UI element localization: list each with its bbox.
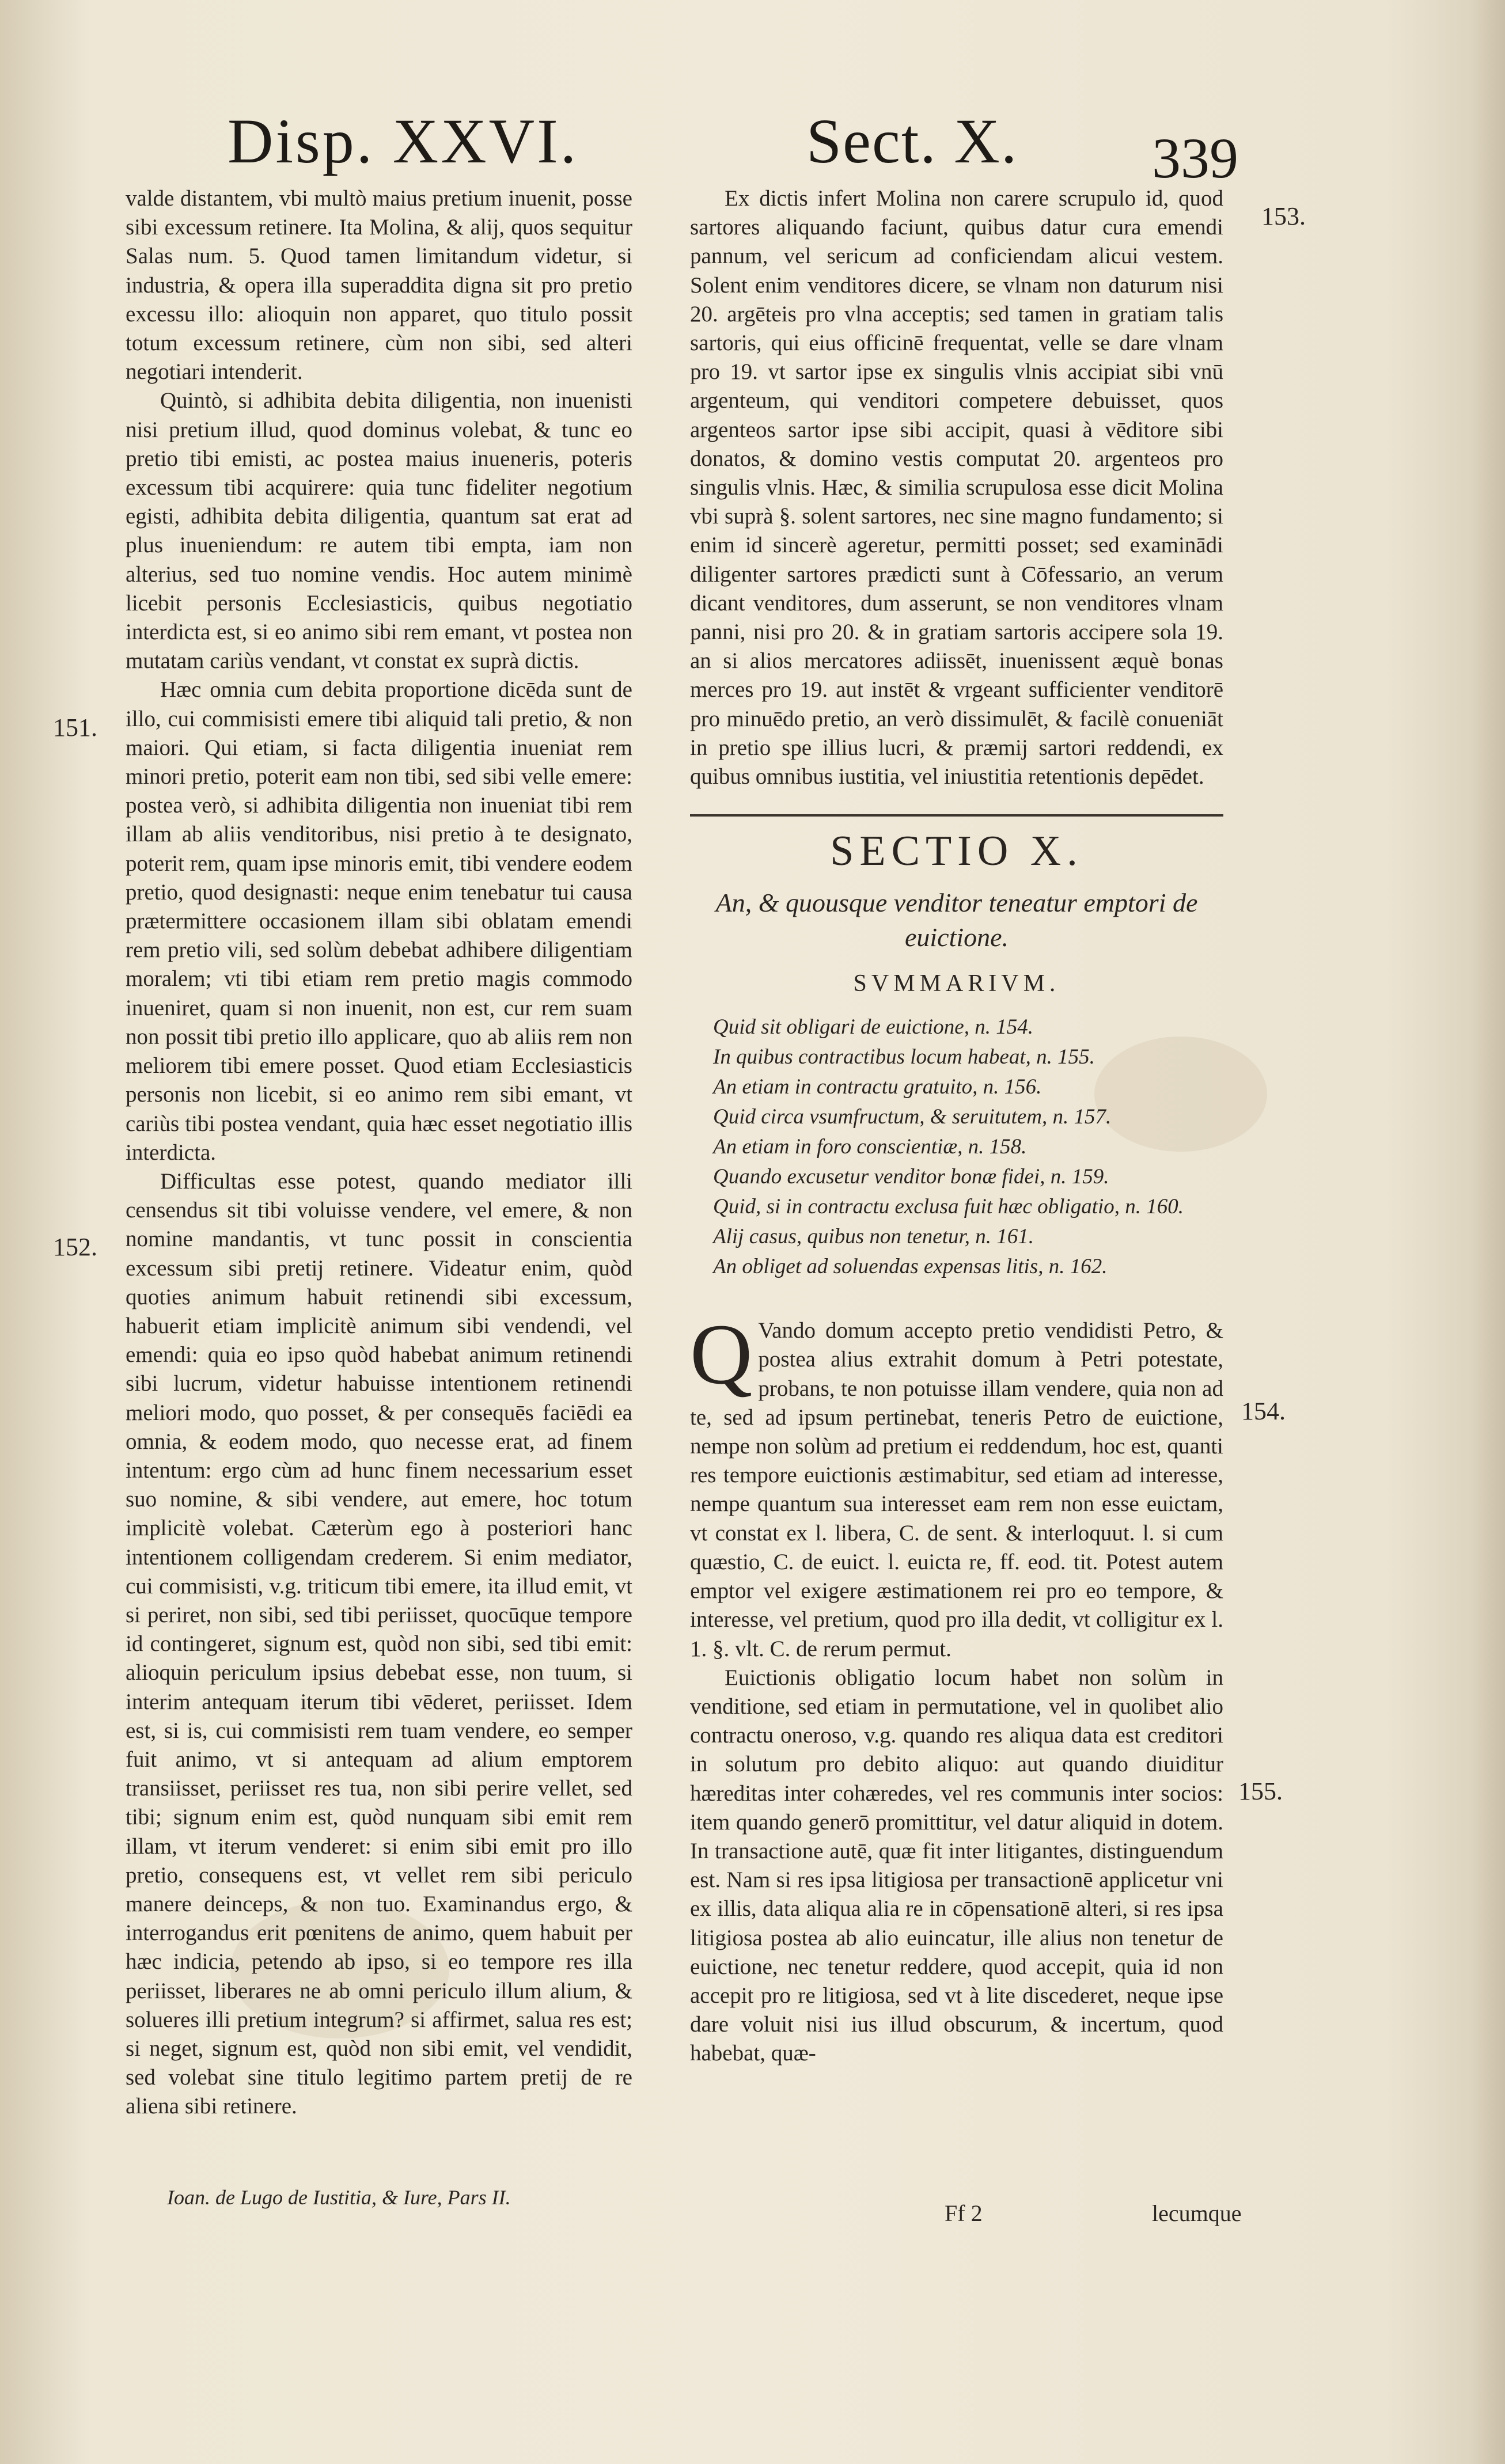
drop-cap: Q <box>690 1307 753 1403</box>
summarium-item: Alij casus, quibus non tenetur, n. 161. <box>713 1225 1034 1249</box>
summarium-item: An etiam in contractu gratuito, n. 156. <box>713 1075 1042 1099</box>
margin-number: 151. <box>53 713 97 742</box>
catchword: lecumque <box>1152 2200 1242 2226</box>
left-column <box>126 184 632 2121</box>
section-opening-paragraph <box>690 1307 1223 1663</box>
summarium-heading: SVMMARIVM. <box>853 970 1060 997</box>
section-subtitle: An, & quousque venditor teneatur emptori de euictione. <box>715 888 1198 952</box>
summarium-item: An obliget ad soluendas expensas litis, n. 162. <box>713 1255 1108 1279</box>
right-column <box>690 184 1223 2068</box>
summarium-item: Quid circa vsumfructum, & seruitutem, n. 157. <box>713 1105 1112 1129</box>
running-head-left: Disp. XXVI. <box>228 106 579 176</box>
paragraph-text: Vando domum accepto pretio vendidisti Petro, & postea alius extrahit domum à Petri potestate, probans, te non potuisse illam vendere, quia non ad te, sed ad ipsum pertinebat, teneris Petro de euictione, nempe non solùm ad pretium ei reddendum, hoc est, quanti res tempore euictionis æstimabitur, sed etiam ad interesse, nempe quantum sua interesset eam rem non esse euictam, vt constat ex l. libera, C. de sent. & interloquut. l. si cum quæstio, C. de euict. l. euicta re, ff. eod. tit. Potest autem emptor vel exigere æstimationem rei pro eo tempore, & interesse, vel pretium, quod pro illa dedit, vt colligitur ex l. 1. §. vlt. C. de rerum permut. <box>690 1318 1223 1661</box>
section-title: SECTIO X. <box>830 827 1083 875</box>
paragraph: Hæc omnia cum debita proportione dicēda sunt de illo, cui commisisti emere tibi aliquid tali pretio, & non maiori. Qui etiam, si facta diligentia inueniat rem minori pretio, poterit eam non tibi, sed sibi velle emere: postea verò, si adhibita diligentia non inueniat tibi rem illam ab aliis venditoribus, nisi pretio à te designato, poterit rem, quam ipse minoris emit, tibi vendere eodem pretio, quod designasti: neque enim tenebatur tui causa prætermittere occasionem illam sibi oblatam emendi rem pretio vili, sed solùm debebat adhibere diligentiam moralem; vti tibi etiam rem pretio magis commodo inueniret, quam si non inuenit, non est, cur rem suam non possit tibi pretio illo applicare, quo ab aliis rem non meliorem tibi emere posset. Quod etiam Ecclesiasticis personis non licebit, si eo animo rem sibi emant, vt cariùs tibi postea vendant, quia hæc esset negotiatio illis interdicta. <box>126 677 632 1165</box>
page-edge-shadow <box>1470 0 1505 2464</box>
paragraph: Ex dictis infert Molina non carere scrupulo id, quod sartores aliquando faciunt, quibus datur cura emendi pannum, vel sericum ad conficiendam alicui vestem. Solent enim venditores dicere, se vlnam non daturum nisi 20. argēteis pro vlna acceptis; sed tamen in gratiam talis sartoris, qui eius officinē frequentat, velle se dare vlnam pro 19. vt sartor ipse ex singulis vlnis accipiat sibi vnū argenteum, qui venditori competere debuisset, quos argenteos sartor ipse sibi accipit, quasi à vēditore sibi donatos, & domino vestis computat 20. argenteos pro singulis vlnis. Hæc, & similia scrupulosa esse dicit Molina vbi suprà §. solent sartores, nec sine magno fundamento; si enim id sincerè ageretur, permitti posset; sed examinādi diligenter sartores prædicti sunt à Cōfessario, an verum dicant venditores, dum asserunt, se non venditores vlnam panni, nisi pro 20. & in gratiam sartoris accipere sola 19. an si alios mercatores adiissēt, inuenissent æquè bonas merces pro 19. aut instēt & vrgeant sufficienter venditorē pro minuēdo pretio, an verò dissimulēt, & facilè conueniāt in pretio spe illius lucri, & præmij sartori reddendi, ex quibus omnibus iustitia, vel iniustitia retentionis depēdet. <box>690 186 1223 789</box>
running-head-center: Sect. X. <box>806 106 1018 176</box>
summarium-item: Quando excusetur venditor bonæ fidei, n. 159. <box>713 1165 1109 1189</box>
summarium-item: An etiam in foro conscientiæ, n. 158. <box>713 1135 1027 1159</box>
page-header <box>0 107 1505 193</box>
summarium-item: Quid, si in contractu exclusa fuit hæc obligatio, n. 160. <box>713 1195 1184 1219</box>
margin-number: 154. <box>1241 1397 1286 1425</box>
summarium-list <box>690 1012 1223 1282</box>
margin-number: 155. <box>1238 1777 1283 1805</box>
paragraph: Difficultas esse potest, quando mediator illi censendus sit tibi voluisse vendere, vel emere, & non nomine mandantis, vt tunc possit in conscientia excessum sibi pretij retinere. Videatur enim, quòd quoties animum habuit retinendi sibi excessum, habuerit etiam implicitè animum sibi vendendi, vel emendi: quia eo ipso quòd habebat animum retinendi sibi lucrum, videtur habuisse intentionem retinendi meliori modo, quo posset, & per consequēs faciēdi ea omnia, & eodem modo, quo necesse erat, ad finem intentum: ergo cùm ad hunc finem necessarium esset suo nomine, & sibi vendere, aut emere, hoc totum implicitè volebat. Cæterùm ego à posteriori hanc intentionem colligendam crederem. Si enim mediator, cui commisisti, v.g. triticum tibi emere, ita illud emit, vt si periret, non sibi, sed tibi periisset, quocūque tempore id contingeret, signum est, quòd non sibi, sed tibi emit: alioquin periculum ipsius debebat esse, non tuum, si interim antequam iterum tibi vēderet, periisset. Idem est, si is, cui commisisti rem tuam vendere, eo semper fuit animo, vt si antequam ad alium emptorem transiisset, periisset res tua, non sibi perire vellet, sed tibi; signum enim est, quòd nunquam sibi emit rem illam, vt iterum venderet: si enim sibi emit pro illo pretio, consequens est, vt vellet rem sibi periculo manere deinceps, & non tuo. Examinandus ergo, & interrogandus erit pœnitens de animo, quem habuit per hæc indicia, petendo ab ipso, si eo tempore res illa periisset, liberares ne ab omni periculo illum alium, & solueres illi pretium integrum? si affirmet, salua res est; si neget, signum est, quòd non sibi emit, vel vendidit, sed volebat sine titulo legitimo partem pretij de re aliena sibi retinere. <box>126 1168 632 2119</box>
paragraph: Euictionis obligatio locum habet non solùm in venditione, sed etiam in permutatione, vel in quolibet alio contractu oneroso, v.g. quando res aliqua data est creditori in solutum pro debito aliquo: aut quando diuiditur hæreditas inter cohæredes, vel res communis inter socios: item quando generō promittitur, vel datur aliquid in dotem. In transactione autē, quæ fit inter litigantes, distinguendum est. Nam si res ipsa litigiosa per transactionē applicetur vni ex illis, data aliqua alia re in cōpensationē alteri, si res ipsa litigiosa postea ab alio euincatur, ille alius non tenetur de euictione, nec tenetur reddere, quod accepit, quia id non accepit pro re litigiosa, sed vt à lite discederet, neque ipse dare voluit nisi ius illud obscurum, & incertum, quod habebat, quæ- <box>690 1665 1223 2066</box>
margin-number: 152. <box>53 1233 97 1261</box>
signature-mark: Ff 2 <box>945 2200 983 2226</box>
page-number: 339 <box>1152 126 1238 190</box>
margin-number: 153. <box>1261 202 1306 230</box>
section-rule <box>690 814 1223 817</box>
paragraph: valde distantem, vbi multò maius pretium inuenit, posse sibi excessum retinere. Ita Molina, & alij, quos sequitur Salas num. 5. Quod tamen limitandum videtur, si industria, & opera illa superaddita digna sit pro pretio excessu illo: alioquin non apparet, quo titulo possit totum excessum retinere, cùm non sibi, sed alteri negotiari intenderit. <box>126 186 632 385</box>
paragraph: Quintò, si adhibita debita diligentia, non inuenisti nisi pretium illud, quod dominus volebat, & tunc eo pretio tibi emisti, ac postea maius inueneris, poteris excessum tibi acquirere: quia tunc fideliter negotium egisti, adhibita debita diligentia, quantum sat erat ad plus inueniendum: re autem tibi empta, iam non alterius, sed tuo nomine vendis. Hoc autem minimè licebit personis Ecclesiasticis, quibus negotiatio interdicta est, si eo animo sibi rem emant, vt postea non mutatam cariùs vendant, vt constat ex suprà dictis. <box>126 388 632 674</box>
summarium-item: In quibus contractibus locum habeat, n. 155. <box>713 1045 1095 1069</box>
summarium-item: Quid sit obligari de euictione, n. 154. <box>713 1015 1033 1039</box>
footer-title: Ioan. de Lugo de Iustitia, & Iure, Pars II. <box>167 2186 511 2209</box>
